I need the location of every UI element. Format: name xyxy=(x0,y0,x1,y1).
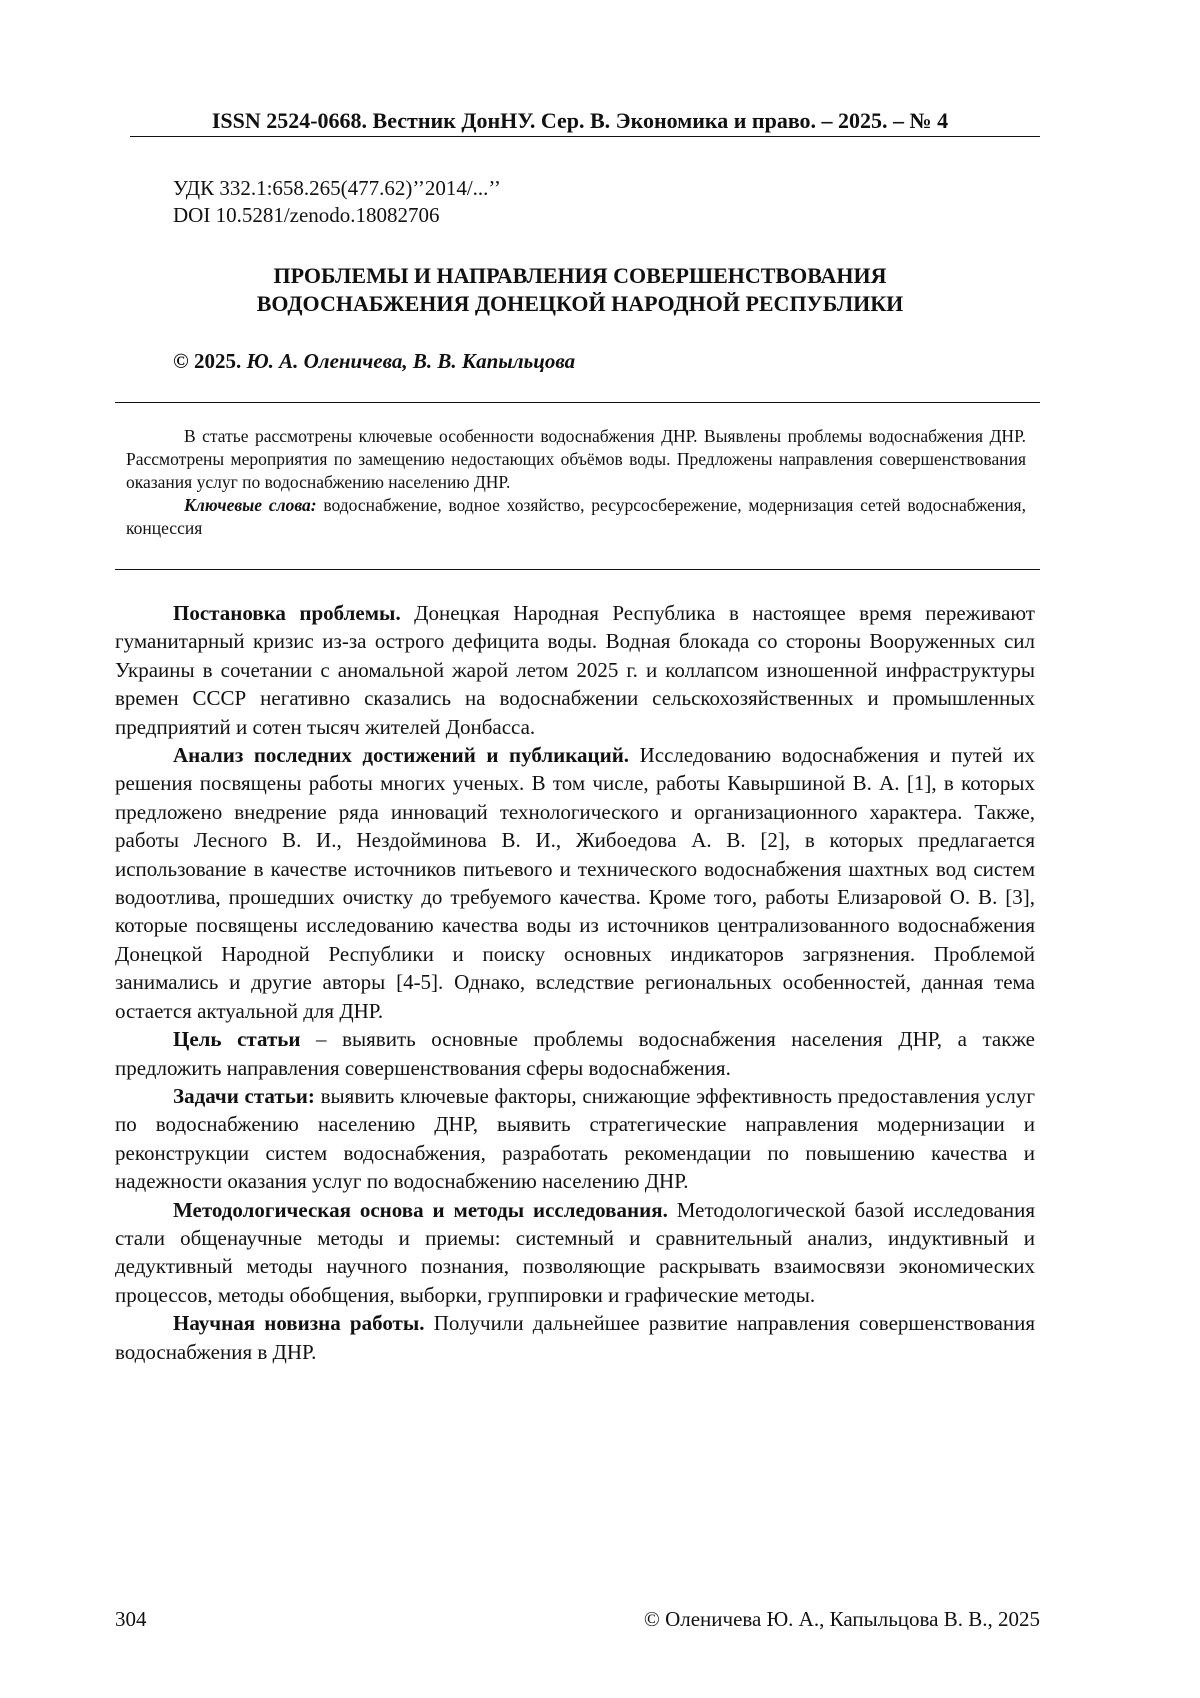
paragraph-text: Методологической базой исследования стали общенаучные методы и приемы: системный и сравнительный анализ, индуктивный и дедуктивный методы научного познания, позволяющие раскрывать взаимосвязи экономических процессов, методы обобщения, выборки, группировки и графические методы. xyxy=(115,1197,1036,1307)
abstract-top-rule xyxy=(115,402,1040,403)
copyright-year: © 2025. xyxy=(173,349,242,373)
keywords-list: водоснабжение, водное хозяйство, ресурсосбережение, модернизация сетей водоснабжения, концессия xyxy=(126,495,1026,538)
paragraph-lead: Анализ последних достижений и публикаций. xyxy=(173,743,630,768)
body-paragraph xyxy=(115,1196,1035,1310)
paragraph-text: Получили дальнейшее развитие направления совершенствования водоснабжения в ДНР. xyxy=(115,1311,1035,1364)
body-paragraph xyxy=(115,1309,1035,1366)
keywords xyxy=(126,494,1026,540)
abstract-block xyxy=(126,425,1026,540)
footer-copyright: © Оленичева Ю. А., Капыльцова В. В., 2025 xyxy=(643,1607,1040,1631)
paragraph-text: Донецкая Народная Республика в настоящее время переживают гуманитарный кризис из-за острого дефицита воды. Водная блокада со стороны Вооруженных сил Украины в сочетании с аномальной жарой летом 2025 г. и коллапсом изношенной инфраструктуры времен СССР негативно сказались на водоснабжении сельскохозяйственных и промышленных предприятий и сотен тысяч жителей Донбасса. xyxy=(115,601,1035,739)
paragraph-lead: Научная новизна работы. xyxy=(173,1311,425,1336)
body-paragraph xyxy=(115,1082,1035,1196)
abstract-bottom-rule xyxy=(115,569,1040,570)
paragraph-text: выявить ключевые факторы, снижающие эффективность предоставления услуг по водоснабжению населению ДНР, выявить стратегические направления модернизации и реконструкции систем водоснабжения, разработать рекомендации по повышению качества и надежности оказания услуг по водоснабжению населению ДНР. xyxy=(115,1083,1036,1194)
title-line-1: ПРОБЛЕМЫ И НАПРАВЛЕНИЯ СОВЕРШЕНСТВОВАНИЯ xyxy=(273,263,887,288)
body-paragraph xyxy=(115,741,1035,1025)
body-paragraph xyxy=(115,1025,1035,1082)
title-line-2: ВОДОСНАБЖЕНИЯ ДОНЕЦКОЙ НАРОДНОЙ РЕСПУБЛИКИ xyxy=(256,291,904,316)
keywords-label: Ключевые слова: xyxy=(184,495,317,515)
article-meta xyxy=(173,175,501,229)
paragraph-lead: Постановка проблемы. xyxy=(173,601,401,625)
doi[interactable]: DOI 10.5281/zenodo.18082706 xyxy=(173,203,440,227)
abstract-text: В статье рассмотрены ключевые особенности водоснабжения ДНР. Выявлены проблемы водоснабжения ДНР. Рассмотрены мероприятия по замещению недостающих объёмов воды. Предложены направления совершенствования оказания услуг по водоснабжению населению ДНР. xyxy=(126,426,1026,492)
header-rule xyxy=(130,136,1040,137)
paragraph-lead: Цель статьи xyxy=(173,1027,301,1052)
paragraph-lead: Задачи статьи: xyxy=(173,1083,315,1108)
authors-line xyxy=(173,349,575,374)
paragraph-lead: Методологическая основа и методы исследования. xyxy=(173,1197,668,1222)
paragraph-text: Исследованию водоснабжения и путей их решения посвящены работы многих ученых. В том числе, работы Кавыршиной В. А. [1], в которых предложено внедрение ряда инноваций технологического и организационного характера. Также, работы Лесного В. И., Нездойминова В. И., Жибоедова А. В. [2], в которых предлагается использование в качестве источников питьевого и технического водоснабжения шахтных вод систем водоотлива, прошедших очистку до требуемого качества. Кроме того, работы Елизаровой О. В. [3], которые посвящены исследованию качества воды из источников централизованного водоснабжения Донецкой Народной Республики и поиску основных индикаторов загрязнения. Проблемой занимались и другие авторы [4-5]. Однако, вследствие региональных особенностей, данная тема остается актуальной для ДНР. xyxy=(115,743,1035,1023)
paragraph-text: – выявить основные проблемы водоснабжения населения ДНР, а также предложить направления совершенствования сферы водоснабжения. xyxy=(115,1027,1036,1080)
running-head: ISSN 2524-0668. Вестник ДонНУ. Сер. В. Экономика и право. – 2025. – № 4 xyxy=(211,108,949,133)
body-paragraph xyxy=(115,599,1035,741)
author-names: Ю. А. Оленичева, В. В. Капыльцова xyxy=(246,349,576,373)
page-number: 304 xyxy=(115,1607,147,1631)
udk-code: УДК 332.1:658.265(477.62)’’2014/...’’ xyxy=(173,176,501,200)
article-title xyxy=(130,262,1030,318)
article-body xyxy=(115,599,1035,1366)
